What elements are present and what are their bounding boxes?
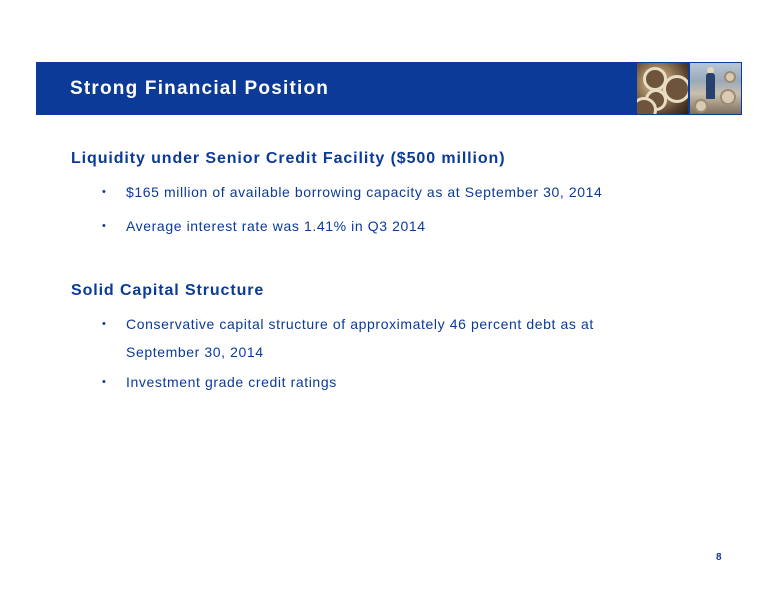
bullet-icon: • [102,318,107,330]
list-item [102,178,702,206]
bullet-text: Investment grade credit ratings [126,374,337,390]
bullet-text: Average interest rate was 1.41% in Q3 2014 [126,218,426,234]
pipe-fittings-photo [637,63,688,114]
list-item [102,368,702,396]
bullet-icon: • [102,186,107,198]
plant-worker-photo [690,63,741,114]
bullet-text: Conservative capital structure of approximately 46 percent debt as at September 30, 2014 [126,316,594,360]
header-photo-strip [634,62,742,115]
page-number: 8 [716,552,722,563]
bullet-text: $165 million of available borrowing capacity as at September 30, 2014 [126,184,603,200]
section-heading-liquidity: Liquidity under Senior Credit Facility ($500 million) [71,150,506,167]
section-heading-capital-structure: Solid Capital Structure [71,282,265,299]
bullet-icon: • [102,220,107,232]
title-bar [36,62,634,115]
slide-title: Strong Financial Position [70,78,330,99]
list-item [102,212,702,240]
list-item [102,310,622,366]
bullet-icon: • [102,376,107,388]
